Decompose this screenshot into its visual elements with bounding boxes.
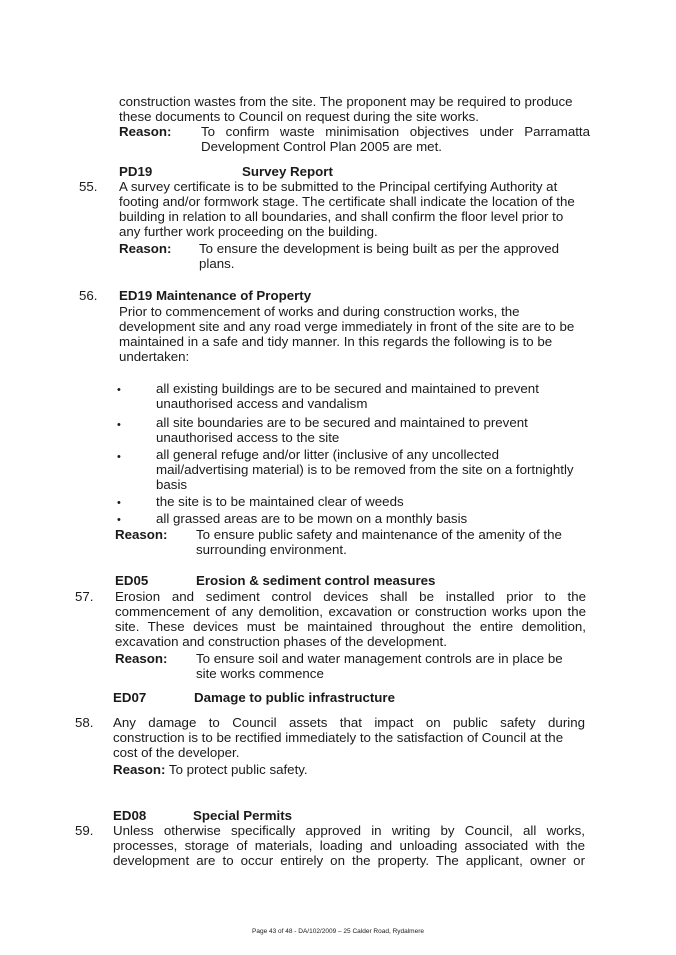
body-line: Any damage to Council assets that impact on public safety during <box>113 715 585 730</box>
reason-line <box>113 762 308 777</box>
body-line: Unless otherwise specifically approved in writing by Council, all works, <box>113 823 585 838</box>
bullet-marker: • <box>117 497 121 509</box>
reason-text: To ensure the development is being built as per the approved <box>199 241 559 256</box>
reason-text: To protect public safety. <box>165 762 308 777</box>
reason-text: surrounding environment. <box>196 542 347 557</box>
body-line: building in relation to all boundaries, and shall confirm the floor level prior to <box>119 209 564 224</box>
body-line: development site and any road verge immediately in front of the site are to be <box>119 319 575 334</box>
body-line: Erosion and sediment control devices shall be installed prior to the <box>115 589 586 604</box>
list-item: unauthorised access and vandalism <box>156 396 368 411</box>
condition-code: ED07 <box>113 690 147 705</box>
reason-label: Reason: <box>119 241 172 256</box>
intro-line: these documents to Council on request during the site works. <box>119 109 479 124</box>
body-line: undertaken: <box>119 349 190 364</box>
intro-line: construction wastes from the site. The proponent may be required to produce <box>119 94 573 109</box>
list-item: all existing buildings are to be secured and maintained to prevent <box>156 381 539 396</box>
body-line: development are to occur entirely on the property. The applicant, owner or <box>113 853 585 868</box>
condition-code: ED08 <box>113 808 147 823</box>
condition-title: Special Permits <box>193 808 293 823</box>
body-line: any further work proceeding on the building. <box>119 224 378 239</box>
list-item: unauthorised access to the site <box>156 430 340 445</box>
reason-label: Reason: <box>115 651 168 666</box>
reason-text: To confirm waste minimisation objectives under Parramatta <box>201 124 590 139</box>
body-line: Prior to commencement of works and during construction works, the <box>119 304 520 319</box>
body-line: footing and/or formwork stage. The certificate shall indicate the location of the <box>119 194 575 209</box>
condition-title: Erosion & sediment control measures <box>196 573 436 588</box>
body-line: maintained in a safe and tidy manner. In this regards the following is to be <box>119 334 553 349</box>
body-line: A survey certificate is to be submitted to the Principal certifying Authority at <box>119 179 558 194</box>
reason-label: Reason: <box>119 124 172 139</box>
body-line: cost of the developer. <box>113 745 240 760</box>
reason-text: Development Control Plan 2005 are met. <box>201 139 442 154</box>
condition-number: 57. <box>75 589 94 604</box>
condition-title: Survey Report <box>242 164 333 179</box>
condition-number: 59. <box>75 823 94 838</box>
condition-number: 58. <box>75 715 94 730</box>
list-item: all grassed areas are to be mown on a monthly basis <box>156 511 468 526</box>
body-line: processes, storage of materials, loading and unloading associated with the <box>113 838 585 853</box>
reason-text: plans. <box>199 256 235 271</box>
list-item: all site boundaries are to be secured and maintained to prevent <box>156 415 528 430</box>
list-item: all general refuge and/or litter (inclusive of any uncollected <box>156 447 499 462</box>
bullet-marker: • <box>117 384 121 396</box>
bullet-marker: • <box>117 419 121 431</box>
condition-number: 56. <box>79 288 98 303</box>
bullet-marker: • <box>117 451 121 463</box>
body-line: construction is to be rectified immediately to the satisfaction of Council at the <box>113 730 564 745</box>
condition-code: ED05 <box>115 573 149 588</box>
bullet-marker: • <box>117 514 121 526</box>
list-item: the site is to be maintained clear of weeds <box>156 494 404 509</box>
reason-text: To ensure soil and water management controls are in place be <box>196 651 563 666</box>
body-line: site. These devices must be maintained throughout the entire demolition, <box>115 619 586 634</box>
reason-label: Reason: <box>115 527 168 542</box>
list-item: mail/advertising material) is to be removed from the site on a fortnightly <box>156 462 574 477</box>
page-footer: Page 43 of 48 - DA/102/2009 – 25 Calder Road, Rydalmere <box>252 928 424 935</box>
condition-title: Damage to public infrastructure <box>194 690 395 705</box>
reason-text: site works commence <box>196 666 324 681</box>
body-line: commencement of any demolition, excavation or construction works upon the <box>115 604 586 619</box>
body-line: excavation and construction phases of the development. <box>115 634 447 649</box>
reason-text: To ensure public safety and maintenance of the amenity of the <box>196 527 562 542</box>
condition-heading: ED19 Maintenance of Property <box>119 288 312 303</box>
list-item: basis <box>156 477 188 492</box>
condition-number: 55. <box>79 179 98 194</box>
reason-label: Reason: <box>113 762 166 777</box>
condition-code: PD19 <box>119 164 153 179</box>
